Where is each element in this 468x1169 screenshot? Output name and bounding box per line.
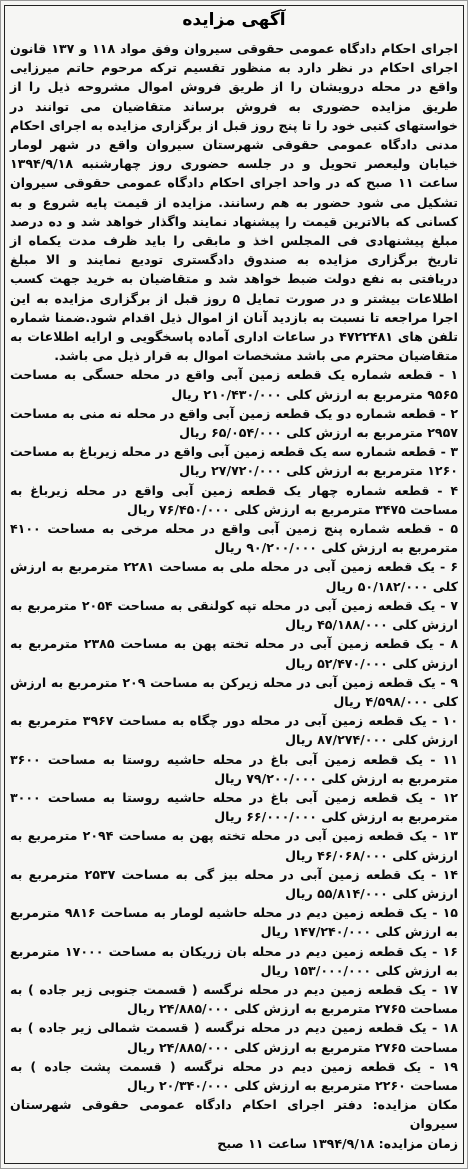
property-item: ۶ - یک قطعه زمین آبی در محله ملی به مساحت ۲۲۸۱ مترمربع به ارزش کلی ۵۰/۱۸۲/۰۰۰ ریال (10, 559, 459, 594)
notice-body (10, 39, 458, 1158)
property-item: ۵ - قطعه شماره پنج زمین آبی واقع در محله مرخی به مساحت ۴۱۰۰ مترمربع به ارزش کلی ۹۰/۲۰۰/۰۰۰ ریال (10, 521, 458, 556)
property-item: ۹ - یک قطعه زمین آبی در محله زیرکن به مساحت ۲۰۹ مترمربع به ارزش کلی ۴/۵۹۸/۰۰۰ ریال (10, 674, 458, 709)
property-item: ۸ - یک قطعه زمین آبی در محله تخته پهن به مساحت ۲۳۸۵ مترمربع به ارزش کلی ۵۲/۴۷۰/۰۰۰ ریال (10, 636, 458, 671)
property-item: ۷ - یک قطعه زمین آبی در محله تپه کولنقی به مساحت ۲۰۵۴ مترمربع به ارزش کلی ۴۵/۱۸۸/۰۰۰ ریال (10, 597, 458, 633)
property-item: ۱۵ - یک قطعه زمین دیم در محله حاشیه لومار به مساحت ۹۸۱۶ مترمربع به ارزش کلی ۱۴۷/۲۴۰/۰۰۰ ریال (10, 905, 458, 940)
property-item: ۳ - قطعه شماره سه یک قطعه زمین آبی واقع در محله زیرباغ به مساحت ۱۲۶۰ مترمربع به ارزش کلی ۲۷/۷۲۰/۰۰۰ ریال (10, 444, 458, 479)
property-item: ۴ - قطعه شماره چهار یک قطعه زمین آبی واقع در محله زیرباغ به مساحت ۳۴۷۵ مترمربع به ارزش کلی ۷۶/۴۵۰/۰۰۰ ریال (10, 482, 458, 517)
property-item: ۱۴ - یک قطعه زمین آبی در محله بیز گی به مساحت ۲۵۳۷ مترمربع به ارزش کلی ۵۵/۸۱۴/۰۰۰ ریال (10, 866, 458, 901)
property-item: ۱۲ - یک قطعه زمین آبی باغ در محله حاشیه روستا به مساحت ۳۰۰۰ مترمربع به ارزش کلی ۶۶/۰۰۰/۰۰۰ ریال (10, 789, 458, 825)
notice-title: آگهی مزایده (182, 10, 286, 30)
auction-info (10, 1095, 458, 1153)
property-list (10, 365, 458, 1095)
auction-place: مکان مزایده: دفتر اجرای احکام دادگاه عمومی حقوقی شهرستان سیروان (10, 1097, 458, 1132)
property-item: ۱۷ - یک قطعه زمین دیم در محله نرگسه ( قسمت جنوبی زیر جاده ) به مساحت ۲۷۶۵ مترمربع به ارزش کلی ۲۴/۸۸۵/۰۰۰ ریال (10, 981, 458, 1017)
property-item: ۱ - قطعه شماره یک قطعه زمین آبی واقع در محله حسگی به مساحت ۹۵۶۵ مترمربع به ارزش کلی ۲۱۰/۴۳۰/۰۰۰ ریال (10, 367, 458, 402)
property-item: ۱۳ - یک قطعه زمین آبی در محله تخته پهن به مساحت ۲۰۹۴ مترمربع به ارزش کلی ۴۶/۰۶۸/۰۰۰ ریال (10, 828, 458, 863)
intro-paragraph: اجرای احکام دادگاه عمومی حقوقی سیروان وفق مواد ۱۱۸ و ۱۳۷ قانون اجرای احکام در نظر دارد به منظور تقسیم ترکه مرحوم حاتم میرزایی واقع در محله درویشان را از طریق فروش اموال مشروحه ذیل را از طریق مزایده حضوری به فروش برساند متقاضیان می توانند در خواستهای کتبی خود را تا پنج روز قبل از برگزاری مزایده به اجرای احکام مدنی دادگاه عمومی حقوقی شهرستان سیروان واقع در شهر لومار خیابان ولیعصر تحویل و در جلسه حضوری روز چهارشنبه ۱۳۹۴/۹/۱۸ ساعت ۱۱ صبح که در واحد اجرای احکام دادگاه عمومی حقوقی سیروان تشکیل می شود حضور به هم رسانند. مزایده از قیمت پایه شروع و به کسانی که بالاترین قیمت را پیشنهاد نمایند واگذار خواهد شد و ده درصد مبلغ پیشنهادی فی المجلس اخذ و مابقی را باید ظرف مدت یکماه از تاریخ برگزاری مزایده به صندوق دادگستری تودیع نمایند و الا مبلغ دریافتی به نفع دولت ضبط خواهد شد و متقاضیان به خرید جهت کسب اطلاعات بیشتر و در صورت تمایل ۵ روز قبل از برگزاری مزایده به این اجرا مراجعه تا نسبت به بازدید آنان از اموال ذیل اقدام شود.ضمنا شماره تلفن های ۴۷۲۲۴۸۱ در ساعات اداری آماده پاسخگویی و ارایه اطلاعات به متقاضیان محترم می باشد مشخصات اموال به قرار ذیل می باشد. (10, 41, 458, 364)
auction-time: زمان مزایده: ۱۳۹۴/۹/۱۸ ساعت ۱۱ صبح (217, 1135, 458, 1151)
property-item: ۱۰ - یک قطعه زمین آبی در محله دور چگاه به مساحت ۳۹۶۷ مترمربع به ارزش کلی ۸۷/۲۷۴/۰۰۰ ریال (10, 713, 459, 748)
property-item: ۱۶ - یک قطعه زمین دیم در محله بان زریکان به مساحت ۱۷۰۰۰ مترمربع به ارزش کلی ۱۵۳/۰۰۰/۰۰۰ ریال (10, 943, 458, 978)
property-item: ۱۱ - یک قطعه زمین آبی باغ در محله حاشیه روستا به مساحت ۳۶۰۰ مترمربع به ارزش کلی ۷۹/۲۰۰/۰۰۰ ریال (10, 751, 458, 786)
property-item: ۱۹ - یک قطعه زمین دیم در محله نرگسه ( قسمت پشت جاده ) به مساحت ۲۲۶۰ مترمربع به ارزش کلی ۲۰/۳۴۰/۰۰۰ ریال (10, 1058, 458, 1093)
property-item: ۱۸ - یک قطعه زمین دیم در محله نرگسه ( قسمت شمالی زیر جاده ) به مساحت ۲۷۶۵ مترمربع به ارزش کلی ۲۴/۸۸۵/۰۰۰ ریال (10, 1020, 458, 1055)
property-item: ۲ - قطعه شماره دو یک قطعه زمین آبی واقع در محله نه منی به مساحت ۲۹۵۷ مترمربع به ارزش کلی ۶۵/۰۵۴/۰۰۰ ریال (10, 405, 458, 441)
